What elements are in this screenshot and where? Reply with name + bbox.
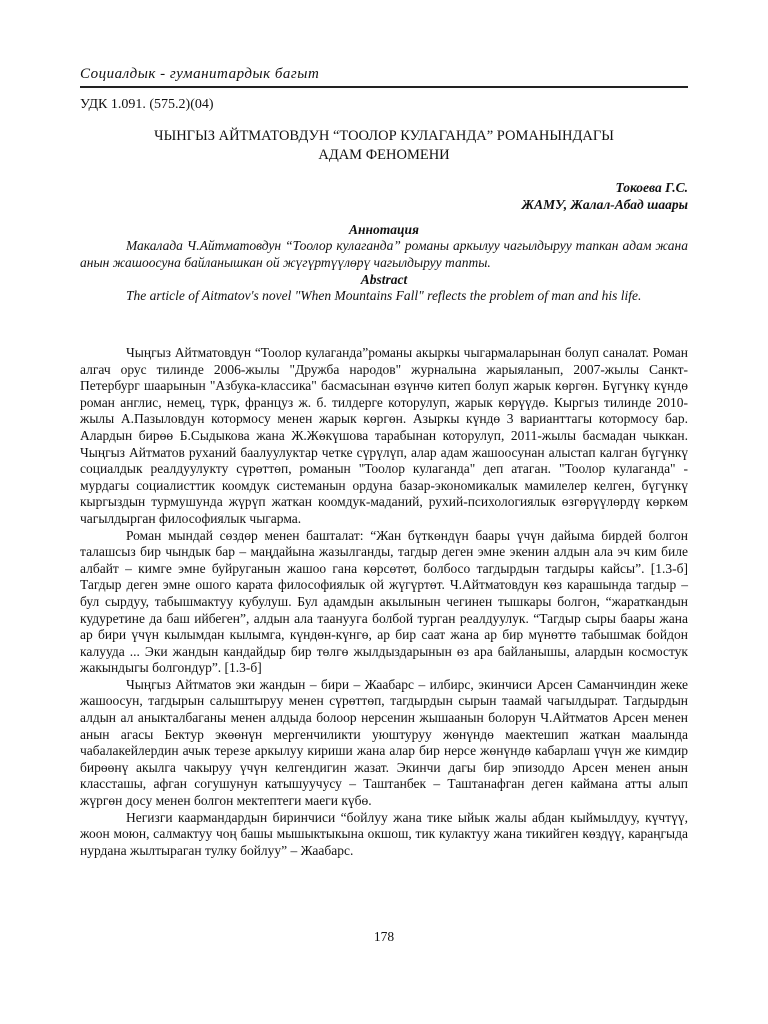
body-paragraph-3: Чыңгыз Айтматов эки жандын – бири – Жаабарс – илбирс, экинчиси Арсен Саманчиндин жеке жашоосун, тагдырын салыштыруу менен сүрөттөп, тагдырдын сырын таамай чагылдырат. Тагдырдын алдын ал аныкталбаганы менен алдыда болоор нерсенин жышаанын болорун Ч.Айтматов Арсен менен анын агасы Бектур экөөнүн мергенчиликти уюштуруу жөнүндө маектешип жаткан маалында чабалакейлердин ачык терезе аркылуу кириши жана алар бир нерсе жөнүндө кабарлаш үчүн же кимдир бирөөнү акылга чакыруу үчүн келгендигин жазат. Экинчи дагы бир эпизоддо Арсен менен анын классташы, афган согушунун катышуучусу – Таштанбек – Таштанафган деген каймана атты алып жүргөн досу менен болгон мектептеги маеги күбө. xyxy=(80,676,688,809)
author-block xyxy=(522,179,688,213)
annotation-text: Макалада Ч.Айтматовдун “Тоолор кулаганда” романы аркылуу чагылдыруу тапкан адам жана анын жашоосуна байланышкан ой жүгүртүүлөрү чагылдыруу тапты. xyxy=(80,238,688,270)
body-paragraph-4: Негизги каармандардын биринчиси “бойлуу жана тике ыйык жалы абдан кыймылдуу, күчтүү, жоон моюн, салмактуу чоң башы мышыктыкына окшош, тик кулактуу жана тикийген көздүү, караңгыда нурдана жылтыраган тулку бойлуу” – Жаабарс. xyxy=(80,809,688,858)
udk-code: УДК 1.091. (575.2)(04) xyxy=(80,97,214,112)
author-name: Токоева Г.С. xyxy=(615,180,688,195)
annotation-section xyxy=(80,221,688,305)
abstract-heading: Abstract xyxy=(360,272,408,288)
running-head: Социалдык - гуманитардык багыт xyxy=(80,66,688,88)
article-title-line-1: ЧЫНГЫЗ АЙТМАТОВДУН “ТООЛОР КУЛАГАНДА” РОМАНЫНДАГЫ xyxy=(154,128,614,144)
abstract-text: The article of Aitmatov's novel "When Mountains Fall" reflects the problem of man and his life. xyxy=(126,288,642,304)
page-number: 178 xyxy=(373,929,395,944)
article-body xyxy=(80,345,688,859)
annotation-heading: Аннотация xyxy=(349,222,419,237)
body-paragraph-1: Чыңгыз Айтматовдун “Тоолор кулаганда”романы акыркы чыгармаларынан болуп саналат. Роман алгач орус тилинде 2006-жылы "Дружба народов" журналына жарыяланып, 2007-жылы Санкт-Петербург шаарынын "Азбука-классика" басмасынан өзүнчө китеп болуп жарык көргөн. Бүгүнкү күндө роман англис, немец, түрк, француз ж. б. тилдерге которулуп, жарык көрүүдө. Кыргыз тилинде 2010-жылы А.Пазыловдун котормосу менен жарык көргөн. Азыркы күндө 3 варианттагы котормосу бар. Алардын бирөө Б.Сыдыкова жана Ж.Жөкүшова тарабынан которулуп, 2011-жылы басмадан чыккан. Чыңгыз Айтматов руханий баалуулуктар четке сүрүлүп, алар адам жашоосунан алыстап калган бүгүнкү социалдык реалдуулукту сүрөттөп, романын "Тоолор кулаганда" деп атаган. "Тоолор кулаганда" - мурдагы социалисттик коомдук системанын ордуна базар-экономикалык мамилелер келген, бүгүнкү кыргыздын турмушунда жүрүп жаткан коомдук-маданий, рухий-психологиялык өзгөрүүлөрдү көркөм чагылдырган философиялык чыгарма. xyxy=(80,345,688,526)
article-title-line-2: АДАМ ФЕНОМЕНИ xyxy=(318,147,450,163)
article-title xyxy=(80,127,688,165)
body-paragraph-2: Роман мындай сөздөр менен башталат: “Жан бүткөндүн баары үчүн дайыма бирдей болгон талашсыз бир чындык бар – маңдайына жазылганды, тагдыр деген эмне экенин алдын ала эч ким биле албайт – кимге эмне буйруганын жашоо гана көрсөтөт, болбосо тагдырдын тагдыры кайсы”. [1.3-б] Тагдыр деген эмне ошого карата философиялык ой жүгүртөт. Ч.Айтматовдун көз карашында тагдыр – бул сырдуу, табышмактуу кубулуш. Бул адамдын акылынын чегинен тышкары болгон, “жараткандын кудуретине да баш ийбеген”, алдын ала таанууга болбой турган реалдуулук. “Тагдыр сыры баары жана ар бири үчүн кылымдан кылымга, күндөн-күнгө, ар бир саат жана ар бир мүнөттө табышмак бойдон калууда ... Эки жандын кандайдыр бир төлгө жылдыздарынын өз ара байланышы, алардын космостук жакындыгы болгондур”. [1.3-б] xyxy=(80,527,688,676)
author-affiliation: ЖАМУ, Жалал-Абад шаары xyxy=(521,197,688,212)
